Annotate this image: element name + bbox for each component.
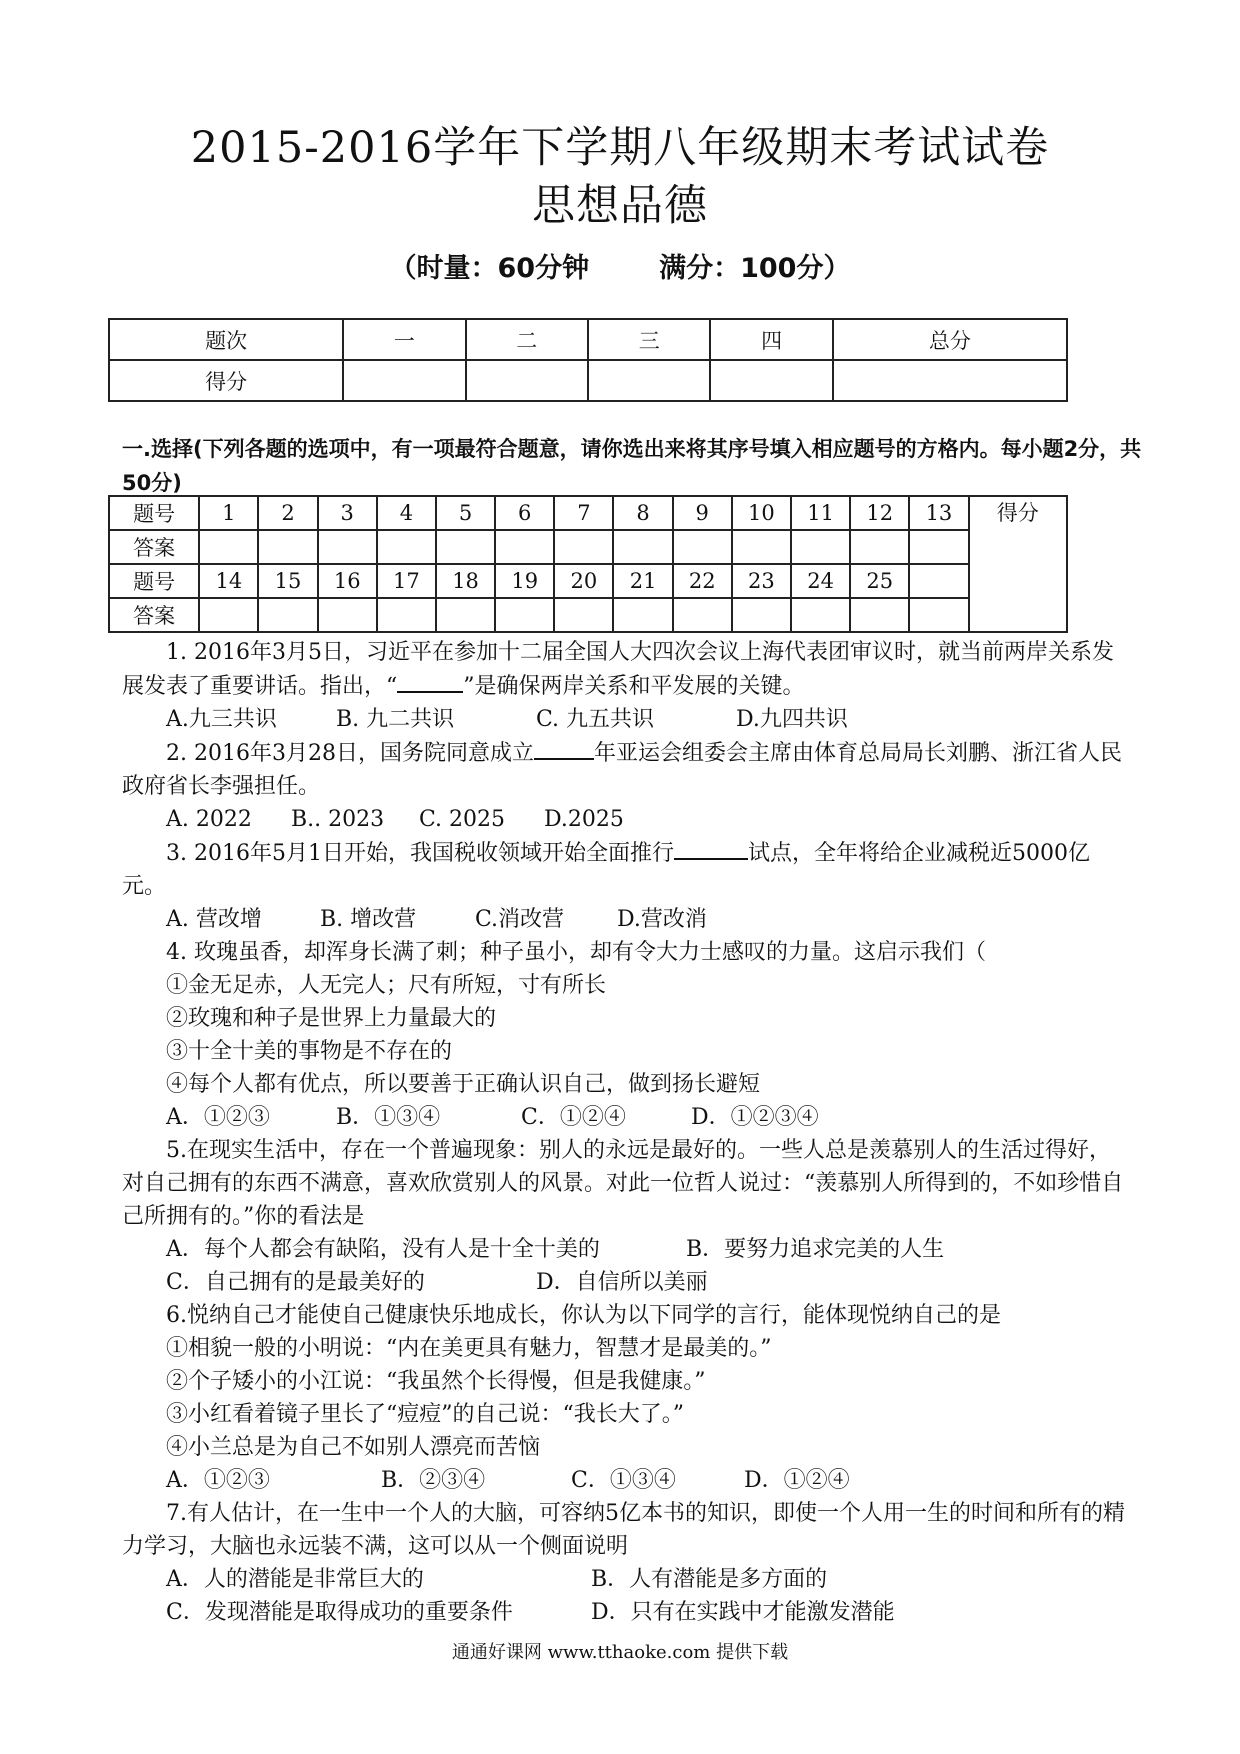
answer-cell[interactable]	[554, 598, 613, 632]
stem-text: 2. 2016年3月28日，国务院同意成立	[166, 741, 534, 766]
fill-blank[interactable]	[534, 736, 594, 760]
num-cell: 17	[377, 564, 436, 598]
answer-cell[interactable]	[377, 598, 436, 632]
answer-cell[interactable]	[554, 530, 613, 564]
answer-cell[interactable]	[199, 598, 258, 632]
option: C. 2025	[419, 807, 506, 832]
num-cell: 21	[613, 564, 672, 598]
option: C.消改营	[475, 907, 565, 932]
question-item: ③十全十美的事物是不存在的	[166, 1039, 453, 1064]
answer-cell[interactable]	[850, 598, 909, 632]
num-cell: 25	[850, 564, 909, 598]
question-options	[122, 803, 1132, 836]
section-heading: 一.选择(下列各题的选项中，有一项最符合题意，请你选出来将其序号填入相应题号的方格内。每小题2分，共50分)	[122, 437, 1142, 495]
num-cell: 6	[495, 496, 554, 530]
question-stem: 7.有人估计，在一生中一个人的大脑，可容纳5亿本书的知识，即使一个人用一生的时间和所有的精力学习，大脑也永远装不满，这可以从一个侧面说明	[122, 1501, 1125, 1559]
num-cell: 23	[732, 564, 791, 598]
score-blank-cell[interactable]	[466, 360, 588, 401]
num-cell: 8	[613, 496, 672, 530]
answer-cell[interactable]	[318, 598, 377, 632]
answer-cell[interactable]	[850, 530, 909, 564]
num-cell: 20	[554, 564, 613, 598]
question-item: ②个子矮小的小江说：“我虽然个长得慢，但是我健康。”	[166, 1369, 706, 1394]
answer-cell[interactable]	[791, 598, 850, 632]
option: B. 九二共识	[336, 707, 455, 732]
num-cell: 12	[850, 496, 909, 530]
answer-cell[interactable]	[909, 598, 968, 632]
question-stem	[122, 736, 1132, 803]
answer-cell[interactable]	[258, 530, 317, 564]
answer-cell[interactable]	[791, 530, 850, 564]
answer-cell[interactable]	[732, 598, 791, 632]
answer-cell[interactable]	[732, 530, 791, 564]
num-cell: 11	[791, 496, 850, 530]
ans-label: 答案	[109, 530, 199, 564]
answer-cell[interactable]	[377, 530, 436, 564]
option: A．人的潜能是非常巨大的	[166, 1567, 424, 1592]
option: A．①②③	[166, 1468, 270, 1493]
score-cell: 三	[588, 319, 710, 360]
score-cell: 一	[343, 319, 465, 360]
question-item: ③小红看着镜子里长了“痘痘”的自己说：“我长大了。”	[166, 1402, 684, 1427]
answer-table-row	[109, 530, 1067, 564]
score-cell: 二	[466, 319, 588, 360]
question-item: ①金无足赤，人无完人；尺有所短，寸有所长	[166, 973, 607, 998]
option: B.. 2023	[291, 807, 385, 832]
option: A．①②③	[166, 1105, 270, 1130]
num-cell: 19	[495, 564, 554, 598]
question-item: ②玫瑰和种子是世界上力量最大的	[166, 1006, 497, 1031]
option: C．①②④	[521, 1105, 626, 1130]
option: C. 九五共识	[536, 707, 655, 732]
option: B. 增改营	[320, 907, 417, 932]
num-cell: 9	[673, 496, 732, 530]
num-cell: 22	[673, 564, 732, 598]
score-table-header-row	[109, 319, 1067, 360]
num-label: 题号	[109, 496, 199, 530]
answer-cell[interactable]	[436, 598, 495, 632]
option: D．①②④	[744, 1468, 850, 1493]
exam-time: （时量：60分钟	[389, 253, 590, 284]
answer-cell[interactable]	[436, 530, 495, 564]
option: A.九三共识	[166, 707, 277, 732]
score-cell: 得分	[109, 360, 343, 401]
score-table	[108, 318, 1068, 402]
num-cell: 1	[199, 496, 258, 530]
question-item: ④小兰总是为自己不如别人漂亮而苦恼	[166, 1435, 541, 1460]
option: D.九四共识	[736, 707, 848, 732]
answer-cell[interactable]	[495, 598, 554, 632]
question-stem: 5.在现实生活中，存在一个普遍现象：别人的永远是最好的。一些人总是羡慕别人的生活过得好，对自己拥有的东西不满意，喜欢欣赏别人的风景。对此一位哲人说过：“羡慕别人所得到的，不如珍惜自己所拥有的。”你的看法是	[122, 1138, 1124, 1229]
score-table-score-row	[109, 360, 1067, 401]
fill-blank[interactable]	[674, 836, 748, 860]
option: D．①②③④	[691, 1105, 819, 1130]
option: C．自己拥有的是最美好的	[166, 1270, 425, 1295]
exam-total: 满分：100分）	[659, 253, 851, 284]
option: B．要努力追求完美的人生	[686, 1237, 945, 1262]
stem-text: ”是确保两岸关系和平发展的关键。	[463, 674, 805, 699]
num-cell: 24	[791, 564, 850, 598]
answer-cell[interactable]	[495, 530, 554, 564]
option: A. 2022	[166, 807, 252, 832]
option: D．自信所以美丽	[536, 1270, 708, 1295]
answer-cell[interactable]	[673, 598, 732, 632]
score-cell: 题次	[109, 319, 343, 360]
answer-cell[interactable]	[199, 530, 258, 564]
num-cell: 4	[377, 496, 436, 530]
option: B．①③④	[336, 1105, 441, 1130]
score-blank-cell[interactable]	[343, 360, 465, 401]
option: A．每个人都会有缺陷，没有人是十全十美的	[166, 1237, 600, 1262]
exam-meta	[0, 246, 1240, 285]
question-options	[122, 1596, 1132, 1629]
option: A. 营改增	[166, 907, 262, 932]
answer-table-row	[109, 598, 1067, 632]
question-options	[122, 1464, 1132, 1497]
num-cell: 18	[436, 564, 495, 598]
score-blank-cell[interactable]	[833, 360, 1067, 401]
option: B．人有潜能是多方面的	[591, 1567, 828, 1592]
score-cell: 四	[710, 319, 832, 360]
answer-table	[108, 495, 1068, 633]
score-cell: 总分	[833, 319, 1067, 360]
option: B．②③④	[381, 1468, 486, 1493]
questions	[122, 636, 1132, 1629]
answer-cell[interactable]	[673, 530, 732, 564]
num-cell: 15	[258, 564, 317, 598]
answer-cell[interactable]	[258, 598, 317, 632]
option: D.营改消	[617, 907, 707, 932]
option: D．只有在实践中才能激发潜能	[591, 1600, 895, 1625]
answer-cell[interactable]	[909, 530, 968, 564]
fill-blank[interactable]	[397, 669, 463, 693]
num-cell: 3	[318, 496, 377, 530]
option: C．发现潜能是取得成功的重要条件	[166, 1600, 513, 1625]
num-cell: 7	[554, 496, 613, 530]
score-box[interactable]: 得分	[969, 496, 1067, 632]
num-cell: 13	[909, 496, 968, 530]
question-options	[122, 1101, 1132, 1134]
question-item: ①相貌一般的小明说：“内在美更具有魅力，智慧才是最美的。”	[166, 1336, 772, 1361]
num-cell: 2	[258, 496, 317, 530]
stem-text: 1. 2016年3月5日，习近平在参加十二届全国人大四次会议上海代表团审议时，就当前两岸关系发展发表了重要讲话。指出，“	[122, 640, 1114, 699]
answer-cell[interactable]	[318, 530, 377, 564]
score-blank-cell[interactable]	[710, 360, 832, 401]
num-cell: 14	[199, 564, 258, 598]
question-stem	[122, 836, 1132, 903]
exam-title: 2015-2016学年下学期八年级期末考试试卷	[190, 123, 1050, 173]
question-stem: 4. 玫瑰虽香，却浑身长满了刺；种子虽小，却有令大力士感叹的力量。这启示我们（	[166, 940, 986, 965]
num-cell: 5	[436, 496, 495, 530]
stem-text: 试点，全年将给企业减税近5000亿元。	[122, 841, 1090, 899]
question-options	[122, 703, 1132, 736]
question-options	[122, 903, 1132, 936]
num-cell: 16	[318, 564, 377, 598]
question-options	[122, 1266, 1132, 1299]
stem-text: 3. 2016年5月1日开始，我国税收领域开始全面推行	[166, 841, 674, 866]
num-cell: 10	[732, 496, 791, 530]
question-stem: 6.悦纳自己才能使自己健康快乐地成长，你认为以下同学的言行，能体现悦纳自己的是	[166, 1303, 1001, 1328]
question-item: ④每个人都有优点，所以要善于正确认识自己，做到扬长避短	[166, 1072, 761, 1097]
question-options	[122, 1233, 1132, 1266]
subject-title: 思想品德	[532, 181, 708, 231]
question-options	[122, 1563, 1132, 1596]
answer-cell[interactable]	[613, 598, 672, 632]
answer-cell[interactable]	[613, 530, 672, 564]
answer-table-row	[109, 564, 1067, 598]
stem-text: 年亚运会组委会主席由体育总局局长刘鹏、浙江省人民政府省长李强担任。	[122, 741, 1122, 799]
question-stem	[122, 636, 1132, 703]
ans-label: 答案	[109, 598, 199, 632]
num-cell	[909, 564, 968, 598]
answer-table-row	[109, 496, 1067, 530]
score-blank-cell[interactable]	[588, 360, 710, 401]
option: C．①③④	[571, 1468, 676, 1493]
page-footer: 通通好课网 www.tthaoke.com 提供下载	[451, 1642, 789, 1663]
num-label: 题号	[109, 564, 199, 598]
option: D.2025	[544, 807, 624, 832]
